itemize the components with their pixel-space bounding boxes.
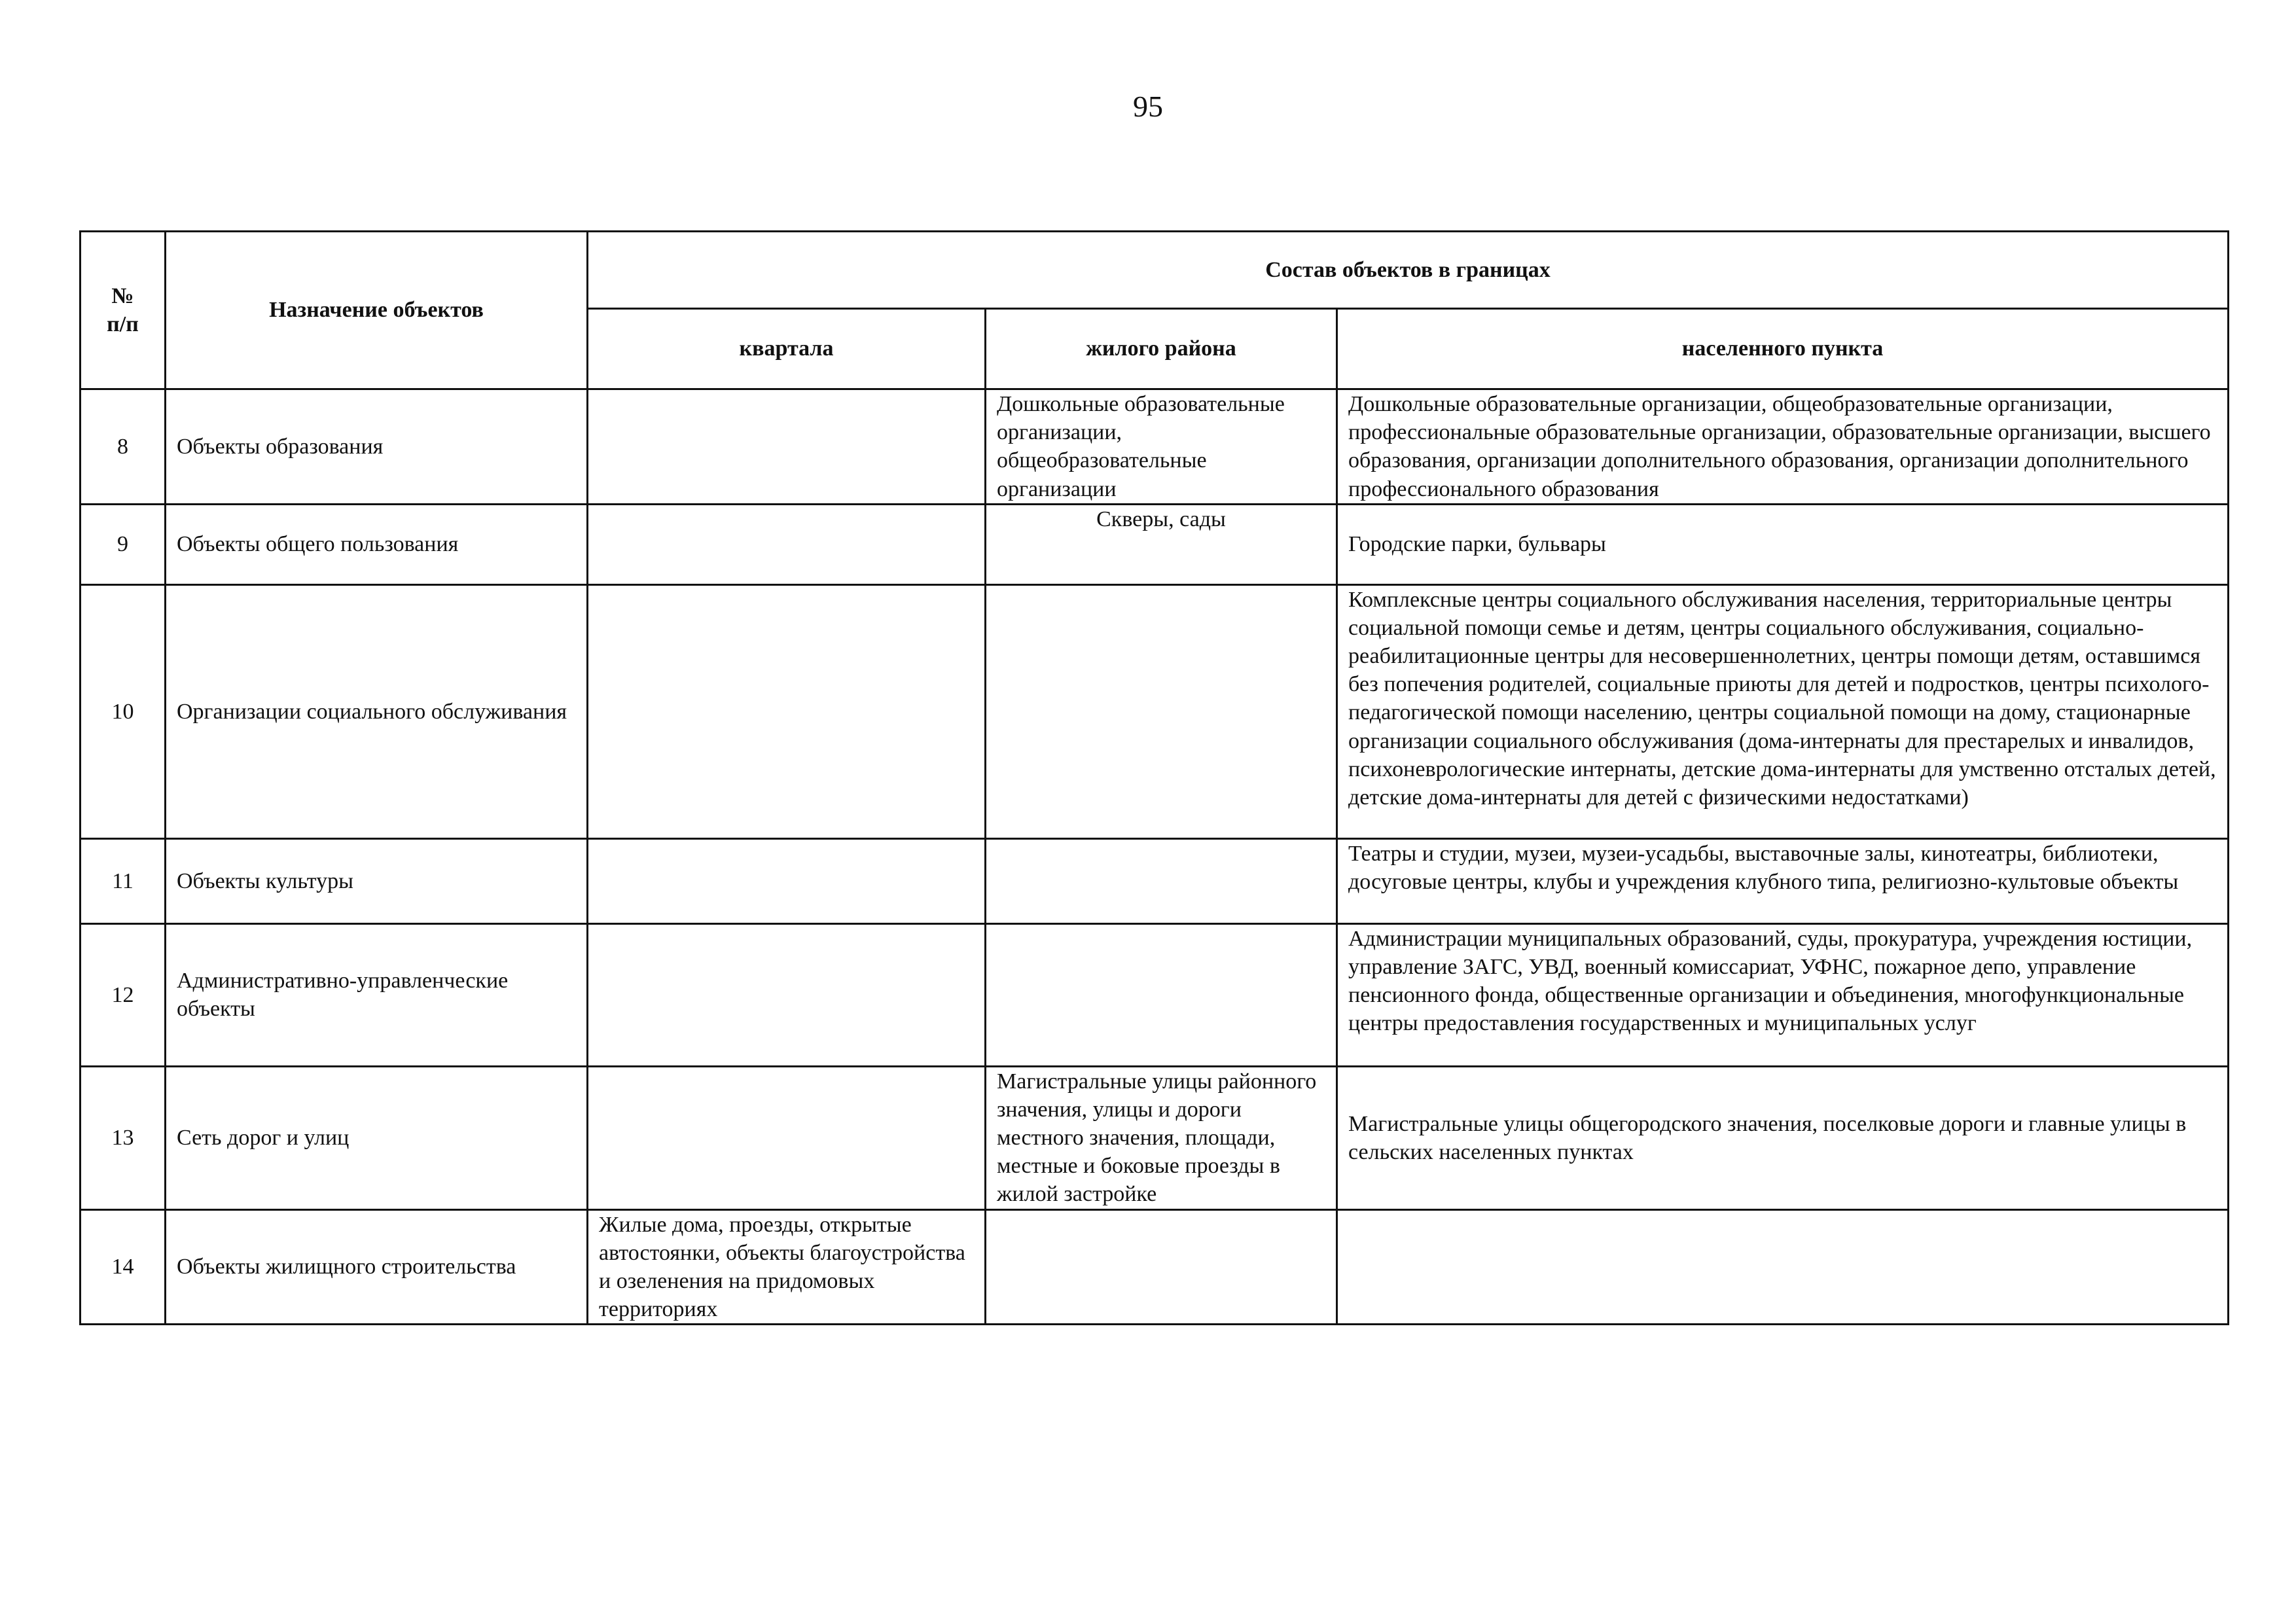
row-district bbox=[986, 1209, 1337, 1325]
column-header-settlement bbox=[1337, 309, 2229, 389]
row-purpose: Объекты общего пользования bbox=[166, 504, 588, 584]
column-header-composition bbox=[588, 232, 2229, 309]
column-header-number bbox=[81, 232, 166, 389]
row-purpose: Организации социального обслуживания bbox=[166, 584, 588, 838]
row-number: 10 bbox=[81, 584, 166, 838]
row-purpose: Объекты жилищного строительства bbox=[166, 1209, 588, 1325]
row-number: 14 bbox=[81, 1209, 166, 1325]
row-district bbox=[986, 923, 1337, 1066]
row-block bbox=[588, 1066, 986, 1209]
row-purpose: Сеть дорог и улиц bbox=[166, 1066, 588, 1209]
page-number: 95 bbox=[1133, 90, 1163, 123]
row-purpose: Объекты образования bbox=[166, 389, 588, 505]
column-header-block-label: квартала bbox=[739, 336, 834, 361]
table-row bbox=[81, 504, 2229, 584]
row-district: Магистральные улицы районного значения, улицы и дороги местного значения, площади, местные и боковые проезды в жилой застройке bbox=[986, 1066, 1337, 1209]
row-number: 11 bbox=[81, 838, 166, 923]
row-settlement bbox=[1337, 1209, 2229, 1325]
table-row bbox=[81, 1066, 2229, 1209]
table-row bbox=[81, 584, 2229, 838]
row-block bbox=[588, 838, 986, 923]
row-settlement: Дошкольные образовательные организации, общеобразовательные организации, профессиональные образовательные организации, образовательные организации, высшего образования, организации дополнительного образования, организации дополнительного профессионального образования bbox=[1337, 389, 2229, 505]
column-header-district-label: жилого района bbox=[1086, 336, 1236, 361]
column-header-purpose bbox=[166, 232, 588, 389]
column-header-purpose-label: Назначение объектов bbox=[269, 298, 484, 323]
row-number: 8 bbox=[81, 389, 166, 505]
table-row bbox=[81, 389, 2229, 505]
column-header-composition-label: Состав объектов в границах bbox=[1265, 257, 1551, 282]
table-row bbox=[81, 838, 2229, 923]
row-district: Дошкольные образовательные организации, общеобразовательные организации bbox=[986, 389, 1337, 505]
row-purpose: Административно-управленческие объекты bbox=[166, 923, 588, 1066]
column-header-district bbox=[986, 309, 1337, 389]
row-purpose: Объекты культуры bbox=[166, 838, 588, 923]
row-block bbox=[588, 584, 986, 838]
row-settlement: Комплексные центры социального обслуживания населения, территориальные центры социальной помощи семье и детям, центры социального обслуживания, социально-реабилитационные центры для несовершеннолетних, центры помощи детям, оставшимся без попечения родителей, социальные приюты для детей и подростков, центры психолого-педагогической помощи населению, центры социальной помощи на дому, стационарные организации социального обслуживания (дома-интернаты для престарелых и инвалидов, психоневрологические интернаты, детские дома-интернаты для умственно отсталых детей, детские дома-интернаты для детей с физическими недостатками) bbox=[1337, 584, 2229, 838]
row-block: Жилые дома, проезды, открытые автостоянки, объекты благоустройства и озеленения на придомовых территориях bbox=[588, 1209, 986, 1325]
objects-table bbox=[79, 230, 2229, 1325]
table-row bbox=[81, 1209, 2229, 1325]
row-number: 9 bbox=[81, 504, 166, 584]
row-district bbox=[986, 838, 1337, 923]
column-header-block bbox=[588, 309, 986, 389]
row-number: 12 bbox=[81, 923, 166, 1066]
column-header-settlement-label: населенного пункта bbox=[1681, 336, 1884, 361]
column-header-number-label: № п/п bbox=[107, 283, 139, 336]
row-settlement: Театры и студии, музеи, музеи-усадьбы, выставочные залы, кинотеатры, библиотеки, досуговые центры, клубы и учреждения клубного типа, религиозно-культовые объекты bbox=[1337, 838, 2229, 923]
row-block bbox=[588, 923, 986, 1066]
row-district: Скверы, сады bbox=[986, 504, 1337, 584]
row-settlement: Магистральные улицы общегородского значения, поселковые дороги и главные улицы в сельских населенных пунктах bbox=[1337, 1066, 2229, 1209]
row-settlement: Администрации муниципальных образований, суды, прокуратура, учреждения юстиции, управление ЗАГС, УВД, военный комиссариат, УФНС, пожарное депо, управление пенсионного фонда, общественные организации и объединения, многофункциональные центры предоставления государственных и муниципальных услуг bbox=[1337, 923, 2229, 1066]
row-district bbox=[986, 584, 1337, 838]
row-block bbox=[588, 389, 986, 505]
row-settlement: Городские парки, бульвары bbox=[1337, 504, 2229, 584]
row-block bbox=[588, 504, 986, 584]
table-row bbox=[81, 923, 2229, 1066]
row-number: 13 bbox=[81, 1066, 166, 1209]
